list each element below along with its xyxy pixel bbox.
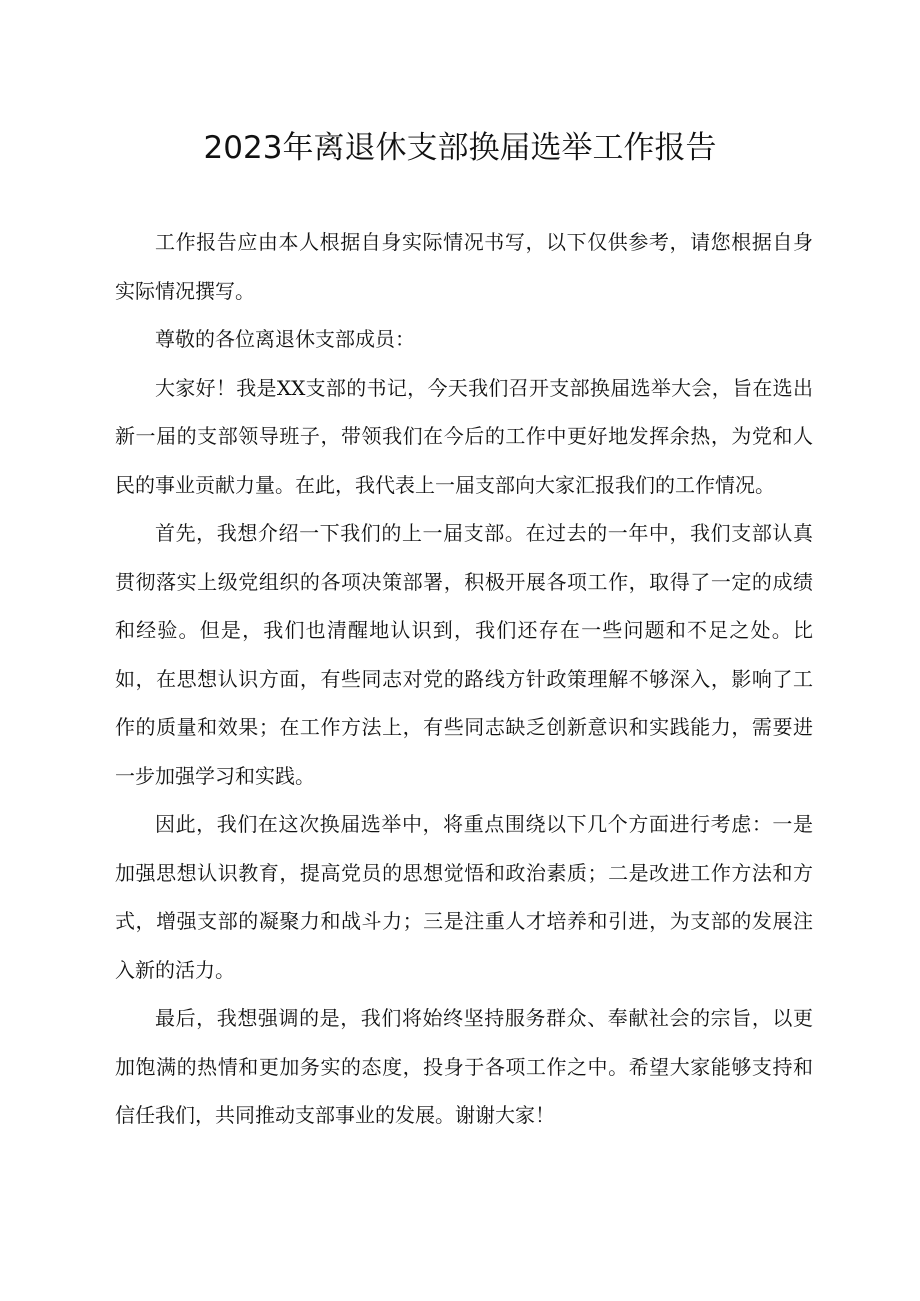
paragraph-salutation: 尊敬的各位离退休支部成员： xyxy=(155,327,415,351)
paragraph-closing: 最后，我想强调的是，我们将始终坚持服务群众、奉献社会的宗旨，以更加饱满的热情和更加务实的态度，投身于各项工作之中。希望大家能够支持和信任我们，共同推动支部事业的发展。谢谢大家！ xyxy=(115,1006,813,1127)
paragraph-election-focus: 因此，我们在这次换届选举中，将重点围绕以下几个方面进行考虑：一是加强思想认识教育，提高党员的思想觉悟和政治素质；二是改进工作方法和方式，增强支部的凝聚力和战斗力；三是注重人才培养和引进，为支部的发展注入新的活力。 xyxy=(115,812,813,982)
paragraph-previous-branch: 首先，我想介绍一下我们的上一届支部。在过去的一年中，我们支部认真贯彻落实上级党组织的各项决策部署，积极开展各项工作，取得了一定的成绩和经验。但是，我们也清醒地认识到，我们还存在一些问题和不足之处。比如，在思想认识方面，有些同志对党的路线方针政策理解不够深入，影响了工作的质量和效果；在工作方法上，有些同志缺乏创新意识和实践能力，需要进一步加强学习和实践。 xyxy=(115,521,813,788)
document-title: 2023年离退休支部换届选举工作报告 xyxy=(203,130,717,166)
paragraph-disclaimer: 工作报告应由本人根据自身实际情况书写，以下仅供参考，请您根据自身实际情况撰写。 xyxy=(115,230,813,303)
paragraph-greeting: 大家好！我是XX支部的书记，今天我们召开支部换届选举大会，旨在选出新一届的支部领导班子，带领我们在今后的工作中更好地发挥余热，为党和人民的事业贡献力量。在此，我代表上一届支部向大家汇报我们的工作情况。 xyxy=(115,375,813,497)
document-body xyxy=(115,218,813,1140)
